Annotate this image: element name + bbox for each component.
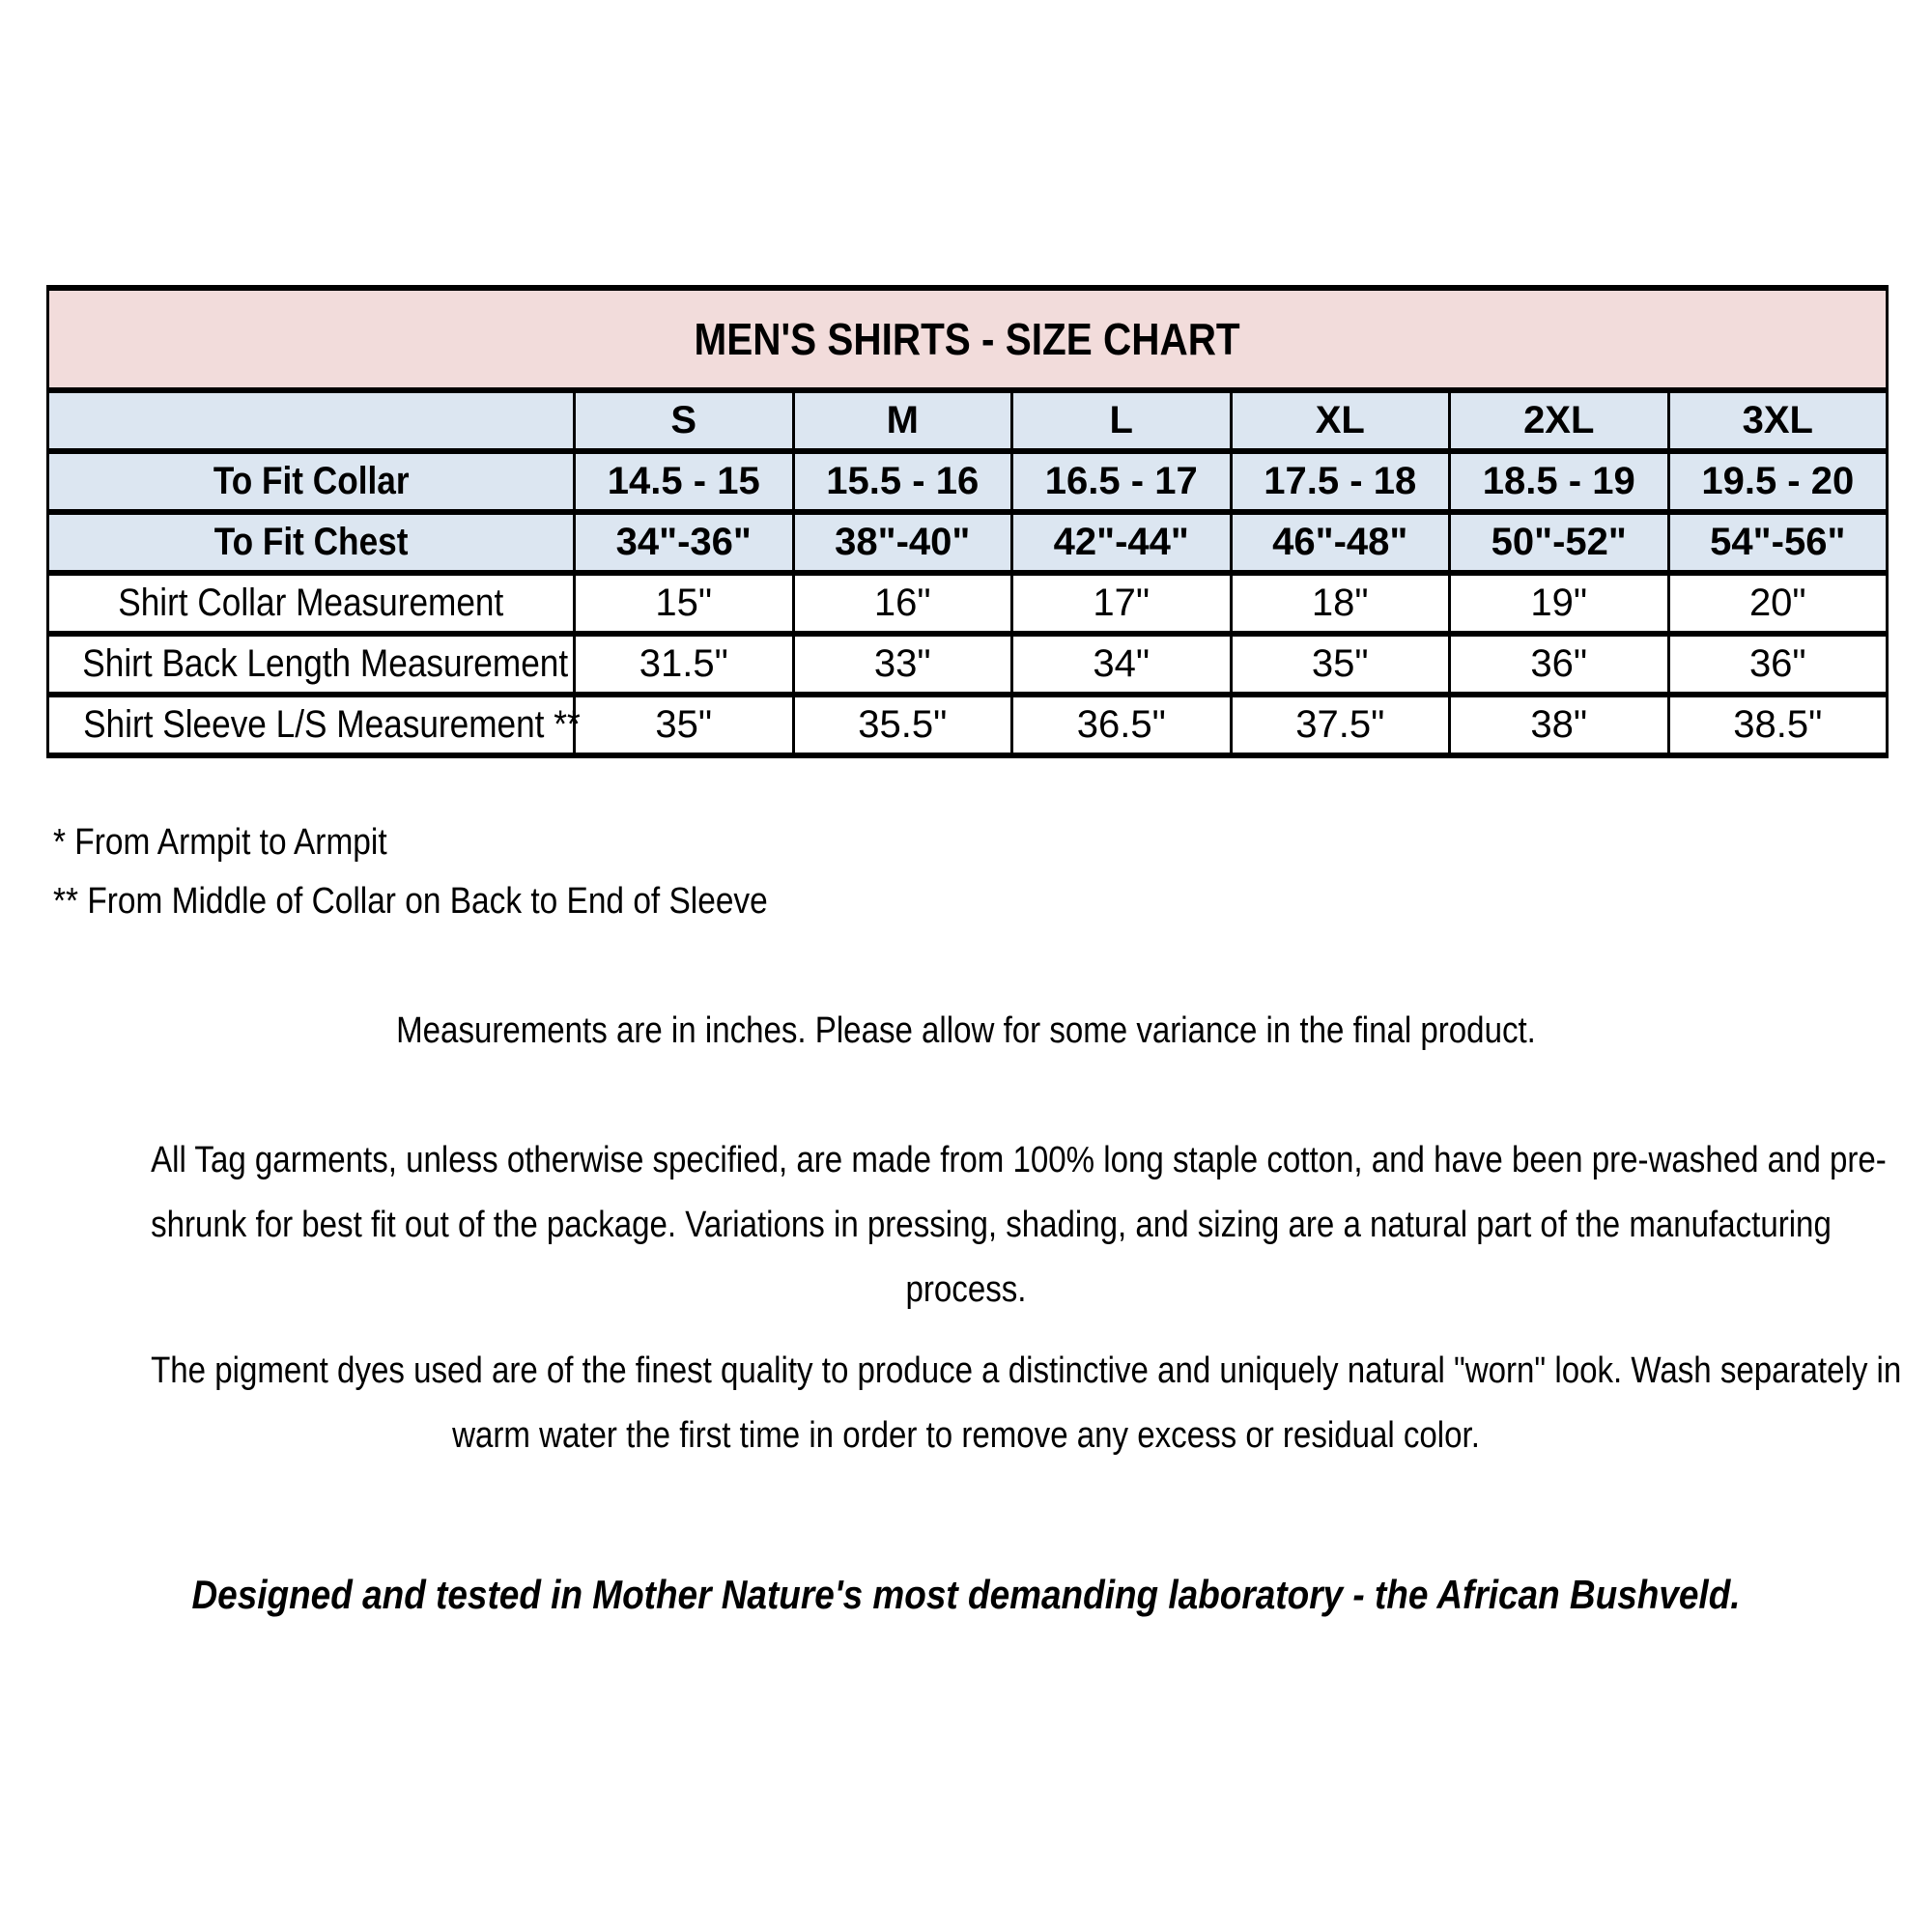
note-dyes (29, 1339, 1903, 1468)
note-fabric (29, 1128, 1903, 1322)
cell-shirt-collar-3xl: 20" (1668, 573, 1888, 634)
size-chart-table (46, 285, 1889, 758)
cell-back-length-m: 33" (793, 634, 1012, 695)
cell-sleeve-l: 36.5" (1012, 695, 1232, 755)
cell-chest-m: 38"-40" (793, 512, 1012, 573)
col-header-2xl: 2XL (1450, 390, 1669, 451)
note-dyes-line-2: warm water the first time in order to remove any excess or residual color. (452, 1415, 1480, 1456)
row-shirt-back-length (48, 634, 1888, 695)
cell-chest-2xl: 50"-52" (1450, 512, 1669, 573)
cell-collar-3xl: 19.5 - 20 (1668, 451, 1888, 512)
cell-sleeve-2xl: 38" (1450, 695, 1669, 755)
cell-sleeve-xl: 37.5" (1231, 695, 1450, 755)
cell-chest-l: 42"-44" (1012, 512, 1232, 573)
cell-back-length-2xl: 36" (1450, 634, 1669, 695)
note-measurements (29, 999, 1903, 1064)
note-fabric-line-3: process. (905, 1269, 1027, 1310)
row-label-text: Shirt Collar Measurement (118, 582, 504, 624)
tagline (29, 1561, 1903, 1629)
cell-chest-3xl: 54"-56" (1668, 512, 1888, 573)
row-label-text: Shirt Back Length Measurement (82, 642, 569, 685)
row-label-text: To Fit Collar (213, 460, 410, 502)
row-shirt-sleeve (48, 695, 1888, 755)
row-label-sleeve (48, 695, 581, 755)
corner-cell (48, 390, 575, 451)
footnote-sleeve-note: ** From Middle of Collar on Back to End of Sleeve (53, 881, 768, 922)
cell-collar-2xl: 18.5 - 19 (1450, 451, 1669, 512)
cell-back-length-xl: 35" (1231, 634, 1450, 695)
cell-collar-l: 16.5 - 17 (1012, 451, 1232, 512)
row-label-text: To Fit Chest (213, 521, 409, 563)
tagline-text: Designed and tested in Mother Nature's most demanding laboratory - the African Bushveld. (191, 1572, 1741, 1617)
table-title-text: MEN'S SHIRTS - SIZE CHART (694, 314, 1241, 364)
row-to-fit-chest (48, 512, 1888, 573)
cell-back-length-s: 31.5" (575, 634, 794, 695)
row-shirt-collar-measurement (48, 573, 1888, 634)
cell-sleeve-m: 35.5" (793, 695, 1012, 755)
cell-shirt-collar-2xl: 19" (1450, 573, 1669, 634)
cell-shirt-collar-s: 15" (575, 573, 794, 634)
cell-collar-xl: 17.5 - 18 (1231, 451, 1450, 512)
footnote-armpit: * From Armpit to Armpit (53, 822, 387, 863)
note-measurements-line: Measurements are in inches. Please allow for some variance in the final product. (396, 1010, 1536, 1051)
cell-shirt-collar-xl: 18" (1231, 573, 1450, 634)
col-header-m: M (793, 390, 1012, 451)
cell-shirt-collar-m: 16" (793, 573, 1012, 634)
cell-sleeve-3xl: 38.5" (1668, 695, 1888, 755)
row-label-back-length (48, 634, 575, 695)
footnotes (53, 813, 866, 931)
row-label-to-fit-collar (48, 451, 575, 512)
cell-shirt-collar-l: 17" (1012, 573, 1232, 634)
col-header-3xl: 3XL (1668, 390, 1888, 451)
note-dyes-line-1: The pigment dyes used are of the finest quality to produce a distinctive and uniquely natural "worn" look. Wash separately in (151, 1350, 1902, 1391)
table-title (48, 288, 1888, 390)
row-to-fit-collar (48, 451, 1888, 512)
row-label-to-fit-chest (48, 512, 575, 573)
col-header-l: L (1012, 390, 1232, 451)
cell-back-length-l: 34" (1012, 634, 1232, 695)
cell-sleeve-s: 35" (575, 695, 794, 755)
cell-collar-m: 15.5 - 16 (793, 451, 1012, 512)
table-title-row (48, 288, 1888, 390)
row-label-text: Shirt Sleeve L/S Measurement ** (83, 703, 581, 746)
col-header-xl: XL (1231, 390, 1450, 451)
cell-collar-s: 14.5 - 15 (575, 451, 794, 512)
row-label-shirt-collar (48, 573, 575, 634)
cell-chest-xl: 46"-48" (1231, 512, 1450, 573)
note-fabric-line-2: shrunk for best fit out of the package. Variations in pressing, shading, and sizing are a natural part of the manufacturing (151, 1205, 1832, 1245)
note-fabric-line-1: All Tag garments, unless otherwise specified, are made from 100% long staple cotton, and have been pre-washed and pre- (151, 1140, 1887, 1180)
cell-back-length-3xl: 36" (1668, 634, 1888, 695)
cell-chest-s: 34"-36" (575, 512, 794, 573)
size-header-row (48, 390, 1888, 451)
col-header-s: S (575, 390, 794, 451)
